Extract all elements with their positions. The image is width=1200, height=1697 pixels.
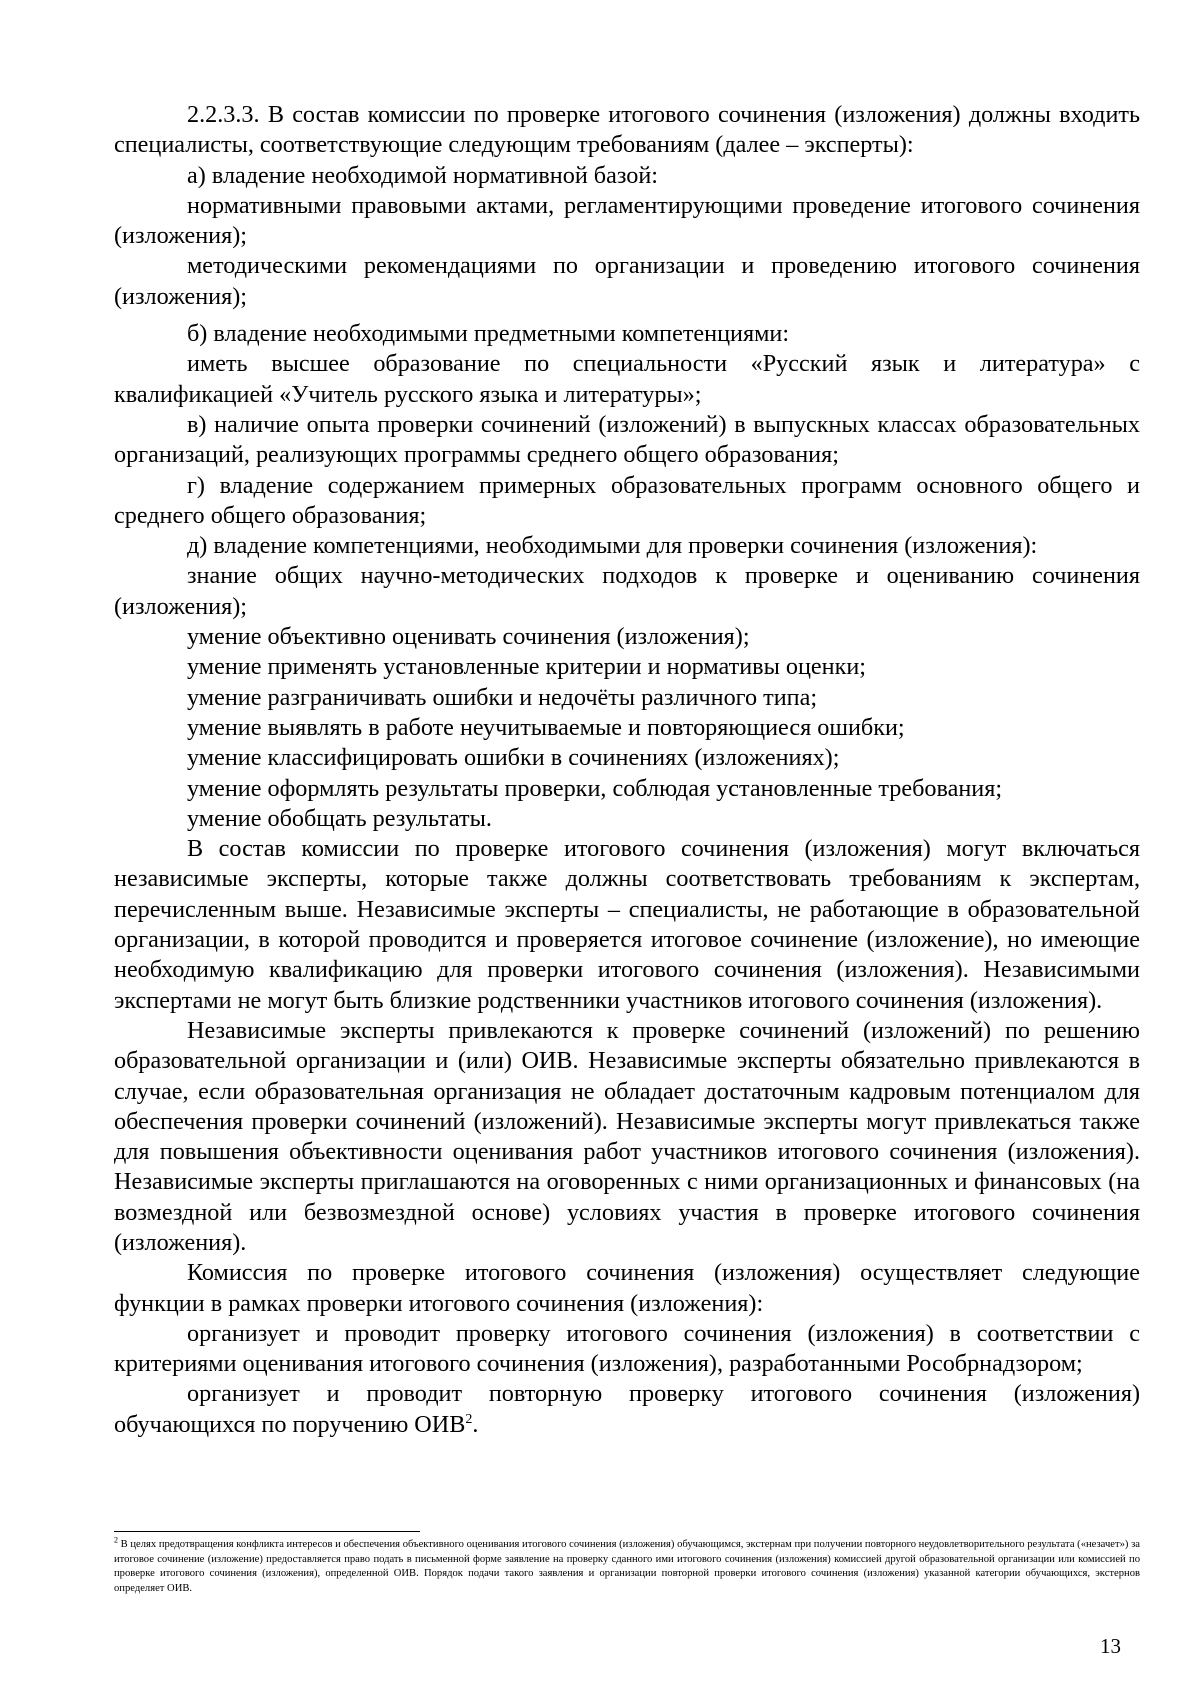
paragraph-independent-experts: В состав комиссии по проверке итогового сочинения (изложения) могут включаться независимые эксперты, которые также должны соответствовать требованиям к экспертам, перечисленным выше. Независимые эксперты – специалисты, не работающие в образовательной организации, в которой проводится и проверяется итоговое сочинение (изложение), но имеющие необходимую квалификацию для проверки итогового сочинения (изложения). Независимыми экспертами не могут быть близкие родственники участников итогового сочинения (изложения).: [114, 835, 1140, 1014]
paragraph-function-check: организует и проводит проверку итогового сочинения (изложения) в соответствии с критериями оценивания итогового сочинения (изложения), разработанными Рособрнадзором;: [114, 1319, 1140, 1378]
footnote-reference[interactable]: 2: [465, 1411, 473, 1427]
footnote: [114, 1535, 1140, 1596]
paragraph-function-recheck: [114, 1379, 1140, 1440]
paragraph-skill-distinguish: умение разграничивать ошибки и недочёты различного типа;: [187, 683, 818, 711]
paragraph-methodical-recommendations: методическими рекомендациями по организации и проведению итогового сочинения (изложения);: [114, 252, 1140, 310]
paragraph-skill-evaluate: умение объективно оценивать сочинения (изложения);: [187, 623, 750, 651]
paragraph-commission-composition: 2.2.3.3. В состав комиссии по проверке итогового сочинения (изложения) должны входить специалисты, соответствующие следующим требованиям (далее – эксперты):: [114, 101, 1140, 159]
paragraph-item-v: в) наличие опыта проверки сочинений (изложений) в выпускных классах образовательных организаций, реализующих программы среднего общего образования;: [114, 410, 1140, 469]
footnote-text: В целях предотвращения конфликта интересов и обеспечения объективного оценивания итогового сочинения (изложения) обучающимся, экстернам при получении повторного неудовлетворительного результата («незачет») за итоговое сочинение (изложение) предоставляется право подать в письменной форме заявление на проверку сданного ими итогового сочинения (изложения) комиссией другой образовательной организации или комиссией по проверке итогового сочинения (изложения), определенной ОИВ. Порядок подачи такого заявления и организации повторной проверки итогового сочинения (изложения) указанной категории обучающихся, экстернов определяет ОИВ.: [114, 1539, 1140, 1594]
paragraph-skill-classify: умение классифицировать ошибки в сочинениях (изложениях);: [187, 744, 840, 772]
paragraph-knowledge-approaches: знание общих научно-методических подходов к проверке и оцениванию сочинения (изложения);: [114, 562, 1140, 620]
footnote-marker: 2: [114, 1535, 118, 1545]
paragraph-function-recheck-end: .: [472, 1410, 479, 1438]
paragraph-skill-summarize: умение обобщать результаты.: [187, 804, 492, 832]
document-body: [114, 100, 1140, 1440]
paragraph-legal-acts: нормативными правовыми актами, регламентирующими проведение итогового сочинения (изложения);: [114, 191, 1140, 250]
paragraph-skill-detect: умение выявлять в работе неучитываемые и повторяющиеся ошибки;: [187, 713, 905, 741]
paragraph-function-recheck-text: организует и проводит повторную проверку итогового сочинения (изложения) обучающихся по поручению ОИВ: [114, 1380, 1140, 1438]
paragraph-item-d: д) владение компетенциями, необходимыми для проверки сочинения (изложения):: [187, 532, 1038, 560]
paragraph-commission-functions: Комиссия по проверке итогового сочинения (изложения) осуществляет следующие функции в рамках проверки итогового сочинения (изложения):: [114, 1259, 1140, 1317]
paragraph-independent-experts-involvement: Независимые эксперты привлекаются к проверке сочинений (изложений) по решению образовательной организации и (или) ОИВ. Независимые эксперты обязательно привлекаются в случае, если образовательная организация не обладает достаточным кадровым потенциалом для обеспечения проверки сочинений (изложений). Независимые эксперты могут привлекаться также для повышения объективности оценивания работ участников итогового сочинения (изложения). Независимые эксперты приглашаются на оговоренных с ними организационных и финансовых (на возмездной или безвозмездной основе) условиях участия в проверке итогового сочинения (изложения).: [114, 1016, 1140, 1256]
paragraph-skill-criteria: умение применять установленные критерии и нормативы оценки;: [187, 653, 867, 681]
paragraph-item-a: а) владение необходимой нормативной базой:: [187, 161, 659, 189]
paragraph-item-b: б) владение необходимыми предметными компетенциями:: [187, 320, 790, 348]
paragraph-skill-format: умение оформлять результаты проверки, соблюдая установленные требования;: [187, 774, 1003, 802]
footnote-separator: [114, 1531, 420, 1532]
paragraph-higher-education: иметь высшее образование по специальности «Русский язык и литература» с квалификацией «Учитель русского языка и литературы»;: [114, 350, 1140, 408]
page-number: 13: [1100, 1634, 1121, 1658]
paragraph-item-g: г) владение содержанием примерных образовательных программ основного общего и среднего общего образования;: [114, 471, 1140, 529]
